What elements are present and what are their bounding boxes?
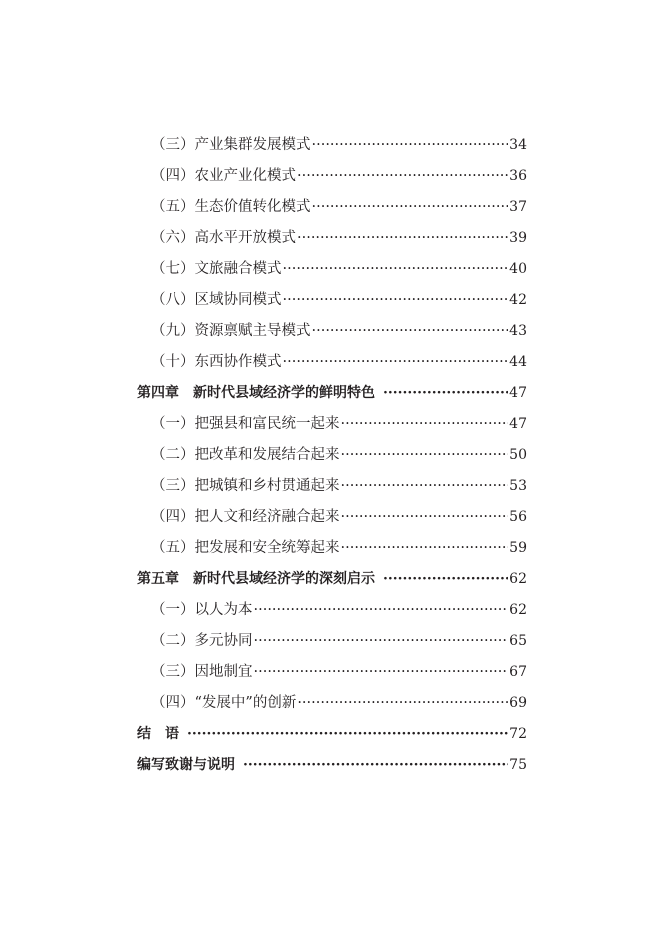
toc-dot-leader [341, 440, 509, 471]
toc-entry-title: （三）因地制宜 [151, 664, 253, 680]
toc-section-entry[interactable] [137, 595, 527, 626]
toc-section-entry[interactable] [137, 626, 527, 657]
toc-entry-title: （七）文旅融合模式 [151, 261, 282, 277]
toc-dot-leader [254, 595, 509, 626]
toc-dot-leader [341, 471, 509, 502]
toc-entry-title: 编写致谢与说明 [137, 757, 235, 773]
toc-dot-leader [341, 409, 509, 440]
table-of-contents [137, 130, 527, 781]
toc-section-entry[interactable] [137, 502, 527, 533]
toc-entry-title: （一）以人为本 [151, 602, 253, 618]
toc-section-entry[interactable] [137, 316, 527, 347]
toc-dot-leader [243, 750, 508, 781]
toc-entry-title: （五）把发展和安全统筹起来 [151, 540, 340, 556]
toc-entry-title: （五）生态价值转化模式 [151, 199, 311, 215]
toc-dot-leader [383, 564, 508, 595]
toc-entry-title: （四）农业产业化模式 [151, 168, 296, 184]
toc-section-entry[interactable] [137, 347, 527, 378]
toc-section-entry[interactable] [137, 440, 527, 471]
toc-dot-leader [297, 688, 508, 719]
toc-page-number: 44 [509, 354, 527, 370]
toc-page-number: 36 [509, 168, 527, 184]
toc-dot-leader [383, 378, 508, 409]
toc-page-number: 39 [509, 230, 527, 246]
toc-section-entry[interactable] [137, 657, 527, 688]
toc-dot-leader [283, 254, 509, 285]
toc-section-entry[interactable] [137, 533, 527, 564]
toc-page-number: 47 [509, 416, 527, 432]
toc-entry-title: （四）把人文和经济融合起来 [151, 509, 340, 525]
toc-dot-leader [341, 502, 509, 533]
toc-dot-leader [341, 533, 509, 564]
toc-entry-title: 结 语 [137, 726, 179, 742]
toc-dot-leader [283, 285, 509, 316]
toc-section-entry[interactable] [137, 192, 527, 223]
toc-page-number: 75 [509, 757, 527, 773]
toc-section-entry[interactable] [137, 471, 527, 502]
toc-entry-title: 第四章 新时代县域经济学的鲜明特色 [137, 385, 375, 401]
toc-dot-leader [254, 657, 509, 688]
toc-entry-title: （九）资源禀赋主导模式 [151, 323, 311, 339]
toc-page-number: 40 [509, 261, 527, 277]
toc-chapter-entry[interactable] [137, 719, 527, 750]
toc-section-entry[interactable] [137, 409, 527, 440]
toc-dot-leader [312, 192, 509, 223]
toc-section-entry[interactable] [137, 161, 527, 192]
toc-section-entry[interactable] [137, 130, 527, 161]
toc-dot-leader [312, 130, 509, 161]
toc-section-entry[interactable] [137, 285, 527, 316]
toc-chapter-entry[interactable] [137, 378, 527, 409]
toc-entry-title: （四）“发展中”的创新 [151, 695, 297, 711]
toc-page-number: 56 [509, 509, 527, 525]
toc-dot-leader [254, 626, 509, 657]
toc-entry-title: （二）多元协同 [151, 633, 253, 649]
toc-page-number: 59 [509, 540, 527, 556]
toc-page-number: 50 [509, 447, 527, 463]
toc-entry-title: 第五章 新时代县域经济学的深刻启示 [137, 571, 375, 587]
toc-page-number: 65 [509, 633, 527, 649]
toc-section-entry[interactable] [137, 254, 527, 285]
toc-page-number: 37 [509, 199, 527, 215]
toc-page-number: 47 [509, 385, 527, 401]
toc-page-number: 53 [509, 478, 527, 494]
toc-chapter-entry[interactable] [137, 750, 527, 781]
toc-dot-leader [187, 719, 508, 750]
toc-dot-leader [283, 347, 509, 378]
toc-section-entry[interactable] [137, 223, 527, 254]
toc-page-number: 62 [509, 602, 527, 618]
toc-dot-leader [297, 223, 508, 254]
toc-page-number: 62 [509, 571, 527, 587]
toc-page-number: 34 [509, 137, 527, 153]
toc-entry-title: （六）高水平开放模式 [151, 230, 296, 246]
toc-page-number: 72 [509, 726, 527, 742]
toc-entry-title: （二）把改革和发展结合起来 [151, 447, 340, 463]
toc-section-entry[interactable] [137, 688, 527, 719]
toc-chapter-entry[interactable] [137, 564, 527, 595]
toc-entry-title: （三）产业集群发展模式 [151, 137, 311, 153]
toc-dot-leader [297, 161, 508, 192]
toc-page-number: 69 [509, 695, 527, 711]
toc-dot-leader [312, 316, 509, 347]
toc-page-number: 67 [509, 664, 527, 680]
toc-page-number: 43 [509, 323, 527, 339]
toc-entry-title: （三）把城镇和乡村贯通起来 [151, 478, 340, 494]
toc-page-number: 42 [509, 292, 527, 308]
toc-entry-title: （十）东西协作模式 [151, 354, 282, 370]
toc-entry-title: （八）区域协同模式 [151, 292, 282, 308]
toc-entry-title: （一）把强县和富民统一起来 [151, 416, 340, 432]
